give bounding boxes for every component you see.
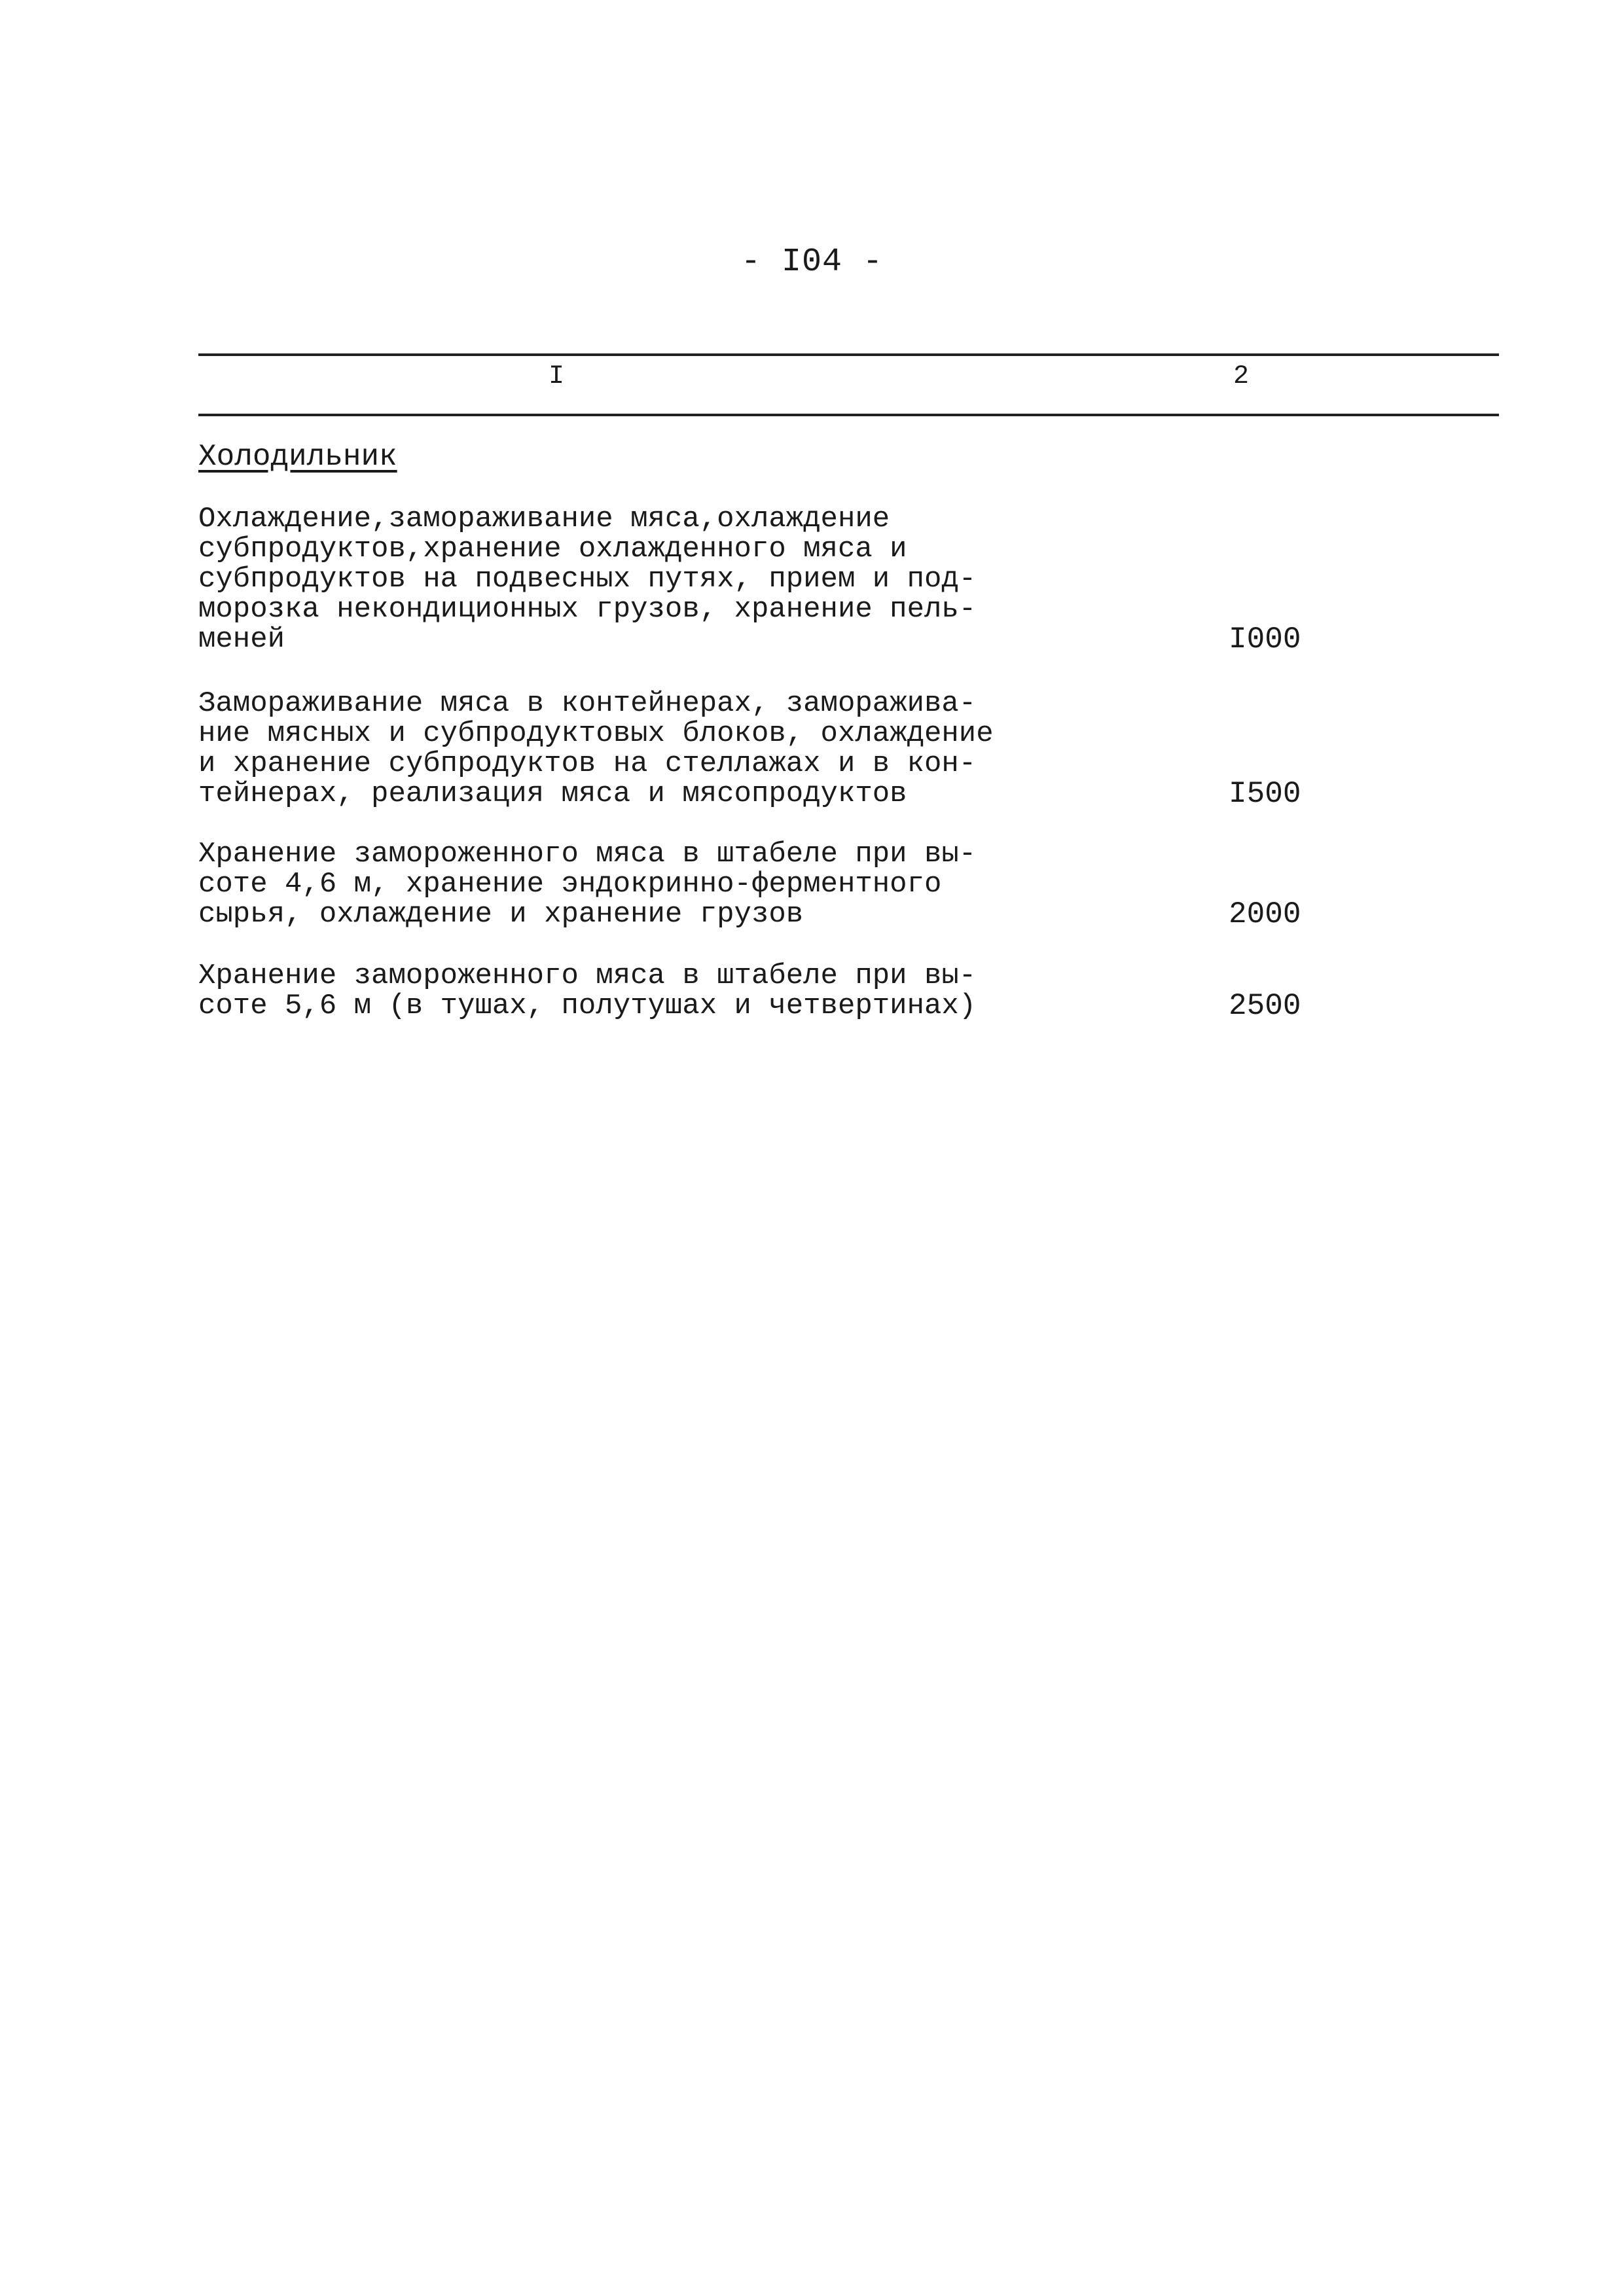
- table-row: [198, 689, 1311, 809]
- section-title: Холодильник: [198, 440, 397, 474]
- row-description: Замораживание мяса в контейнерах, заморажива- ние мясных и субпродуктовых блоков, охлаждение и хранение субпродуктов на стеллажах и в кон- тейнерах, реализация мяса и мясопродуктов: [198, 687, 994, 810]
- table-row: [198, 504, 1311, 655]
- row-description: Хранение замороженного мяса в штабеле при вы- соте 4,6 м, хранение эндокринно-ферментного сырья, охлаждение и хранение грузов: [198, 838, 977, 931]
- row-value: I000: [1229, 622, 1301, 656]
- column-header-1: I: [549, 362, 565, 391]
- row-value: I500: [1229, 777, 1301, 811]
- row-description: Хранение замороженного мяса в штабеле при вы- соте 5,6 м (в тушах, полутушах и четвертинах): [198, 960, 977, 1022]
- table-row: [198, 961, 1311, 1021]
- page-number: - I04 -: [740, 243, 884, 281]
- table-header-rule: [198, 414, 1499, 416]
- table-row: [198, 839, 1311, 929]
- row-value: 2000: [1229, 897, 1301, 931]
- row-value: 2500: [1229, 989, 1301, 1023]
- table-top-rule: [198, 353, 1499, 356]
- row-description: Охлаждение,замораживание мяса,охлаждение субпродуктов,хранение охлажденного мяса и субпродуктов на подвесных путях, прием и под- морозка некондиционных грузов, хранение пель- меней: [198, 503, 977, 656]
- column-header-2: 2: [1233, 362, 1250, 391]
